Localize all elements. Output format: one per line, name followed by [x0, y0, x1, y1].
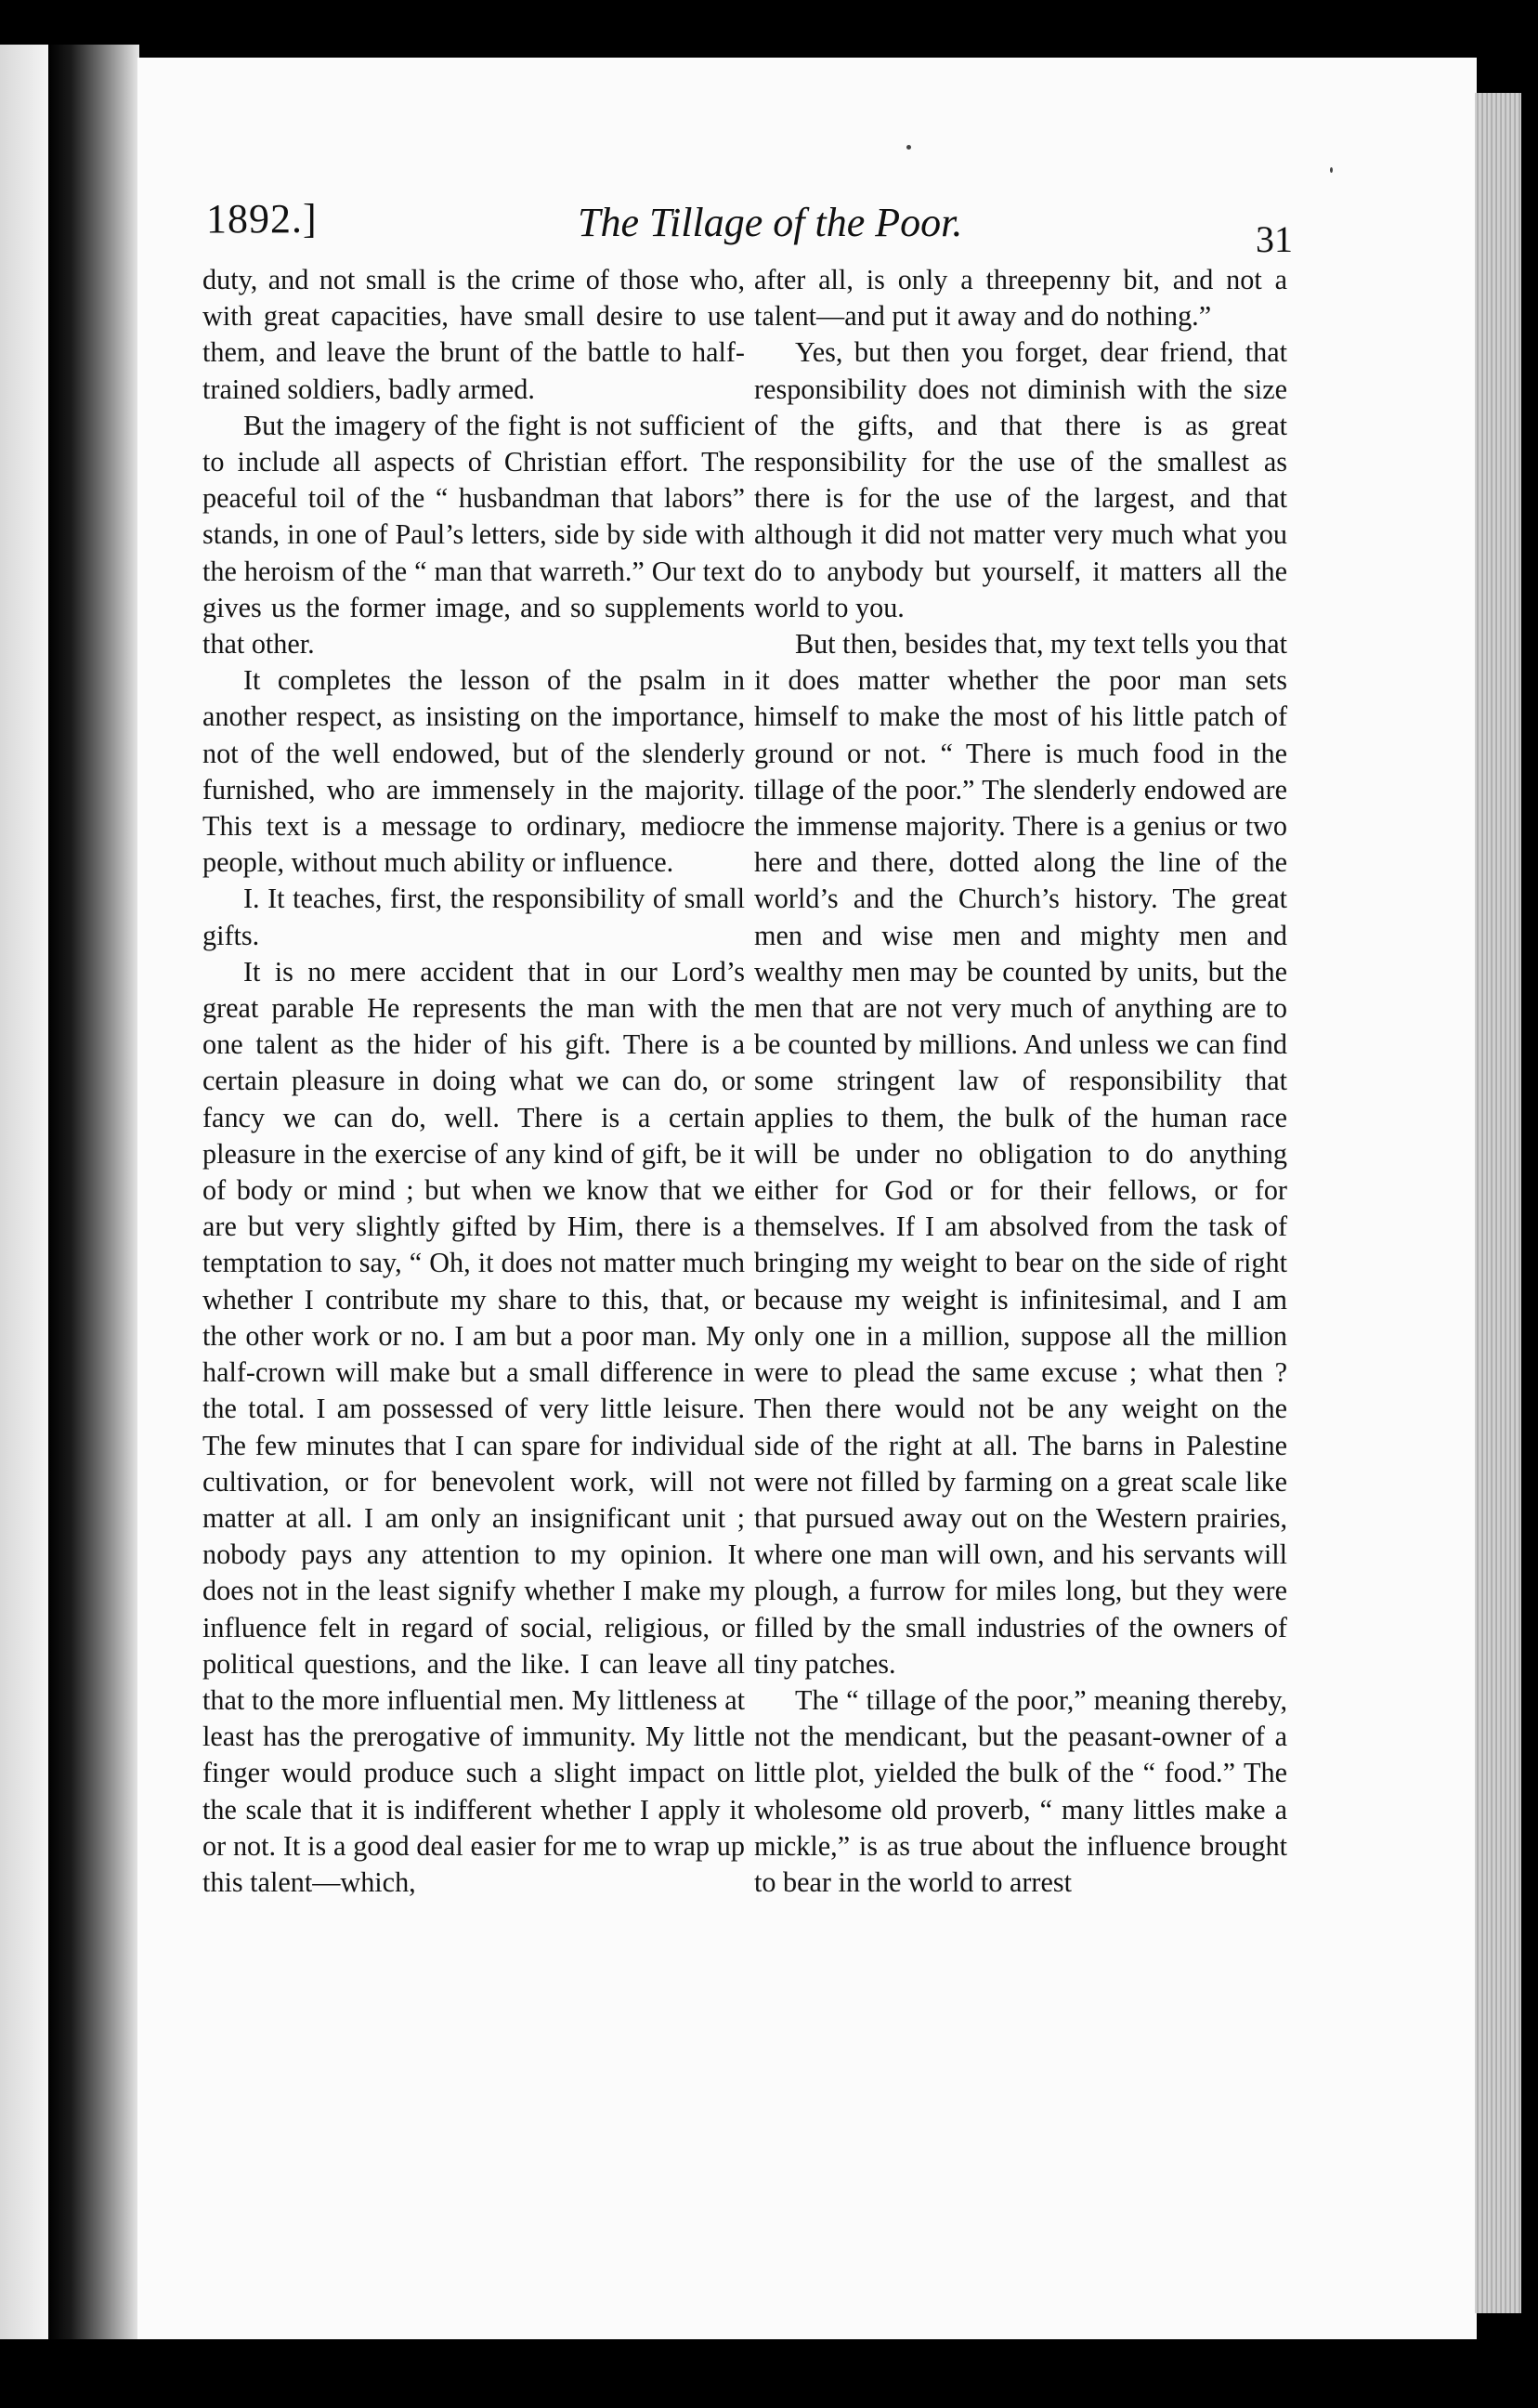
paragraph: duty, and not small is the crime of those who, with great capacities, have small desire to use them, and leave the brunt of the battle to half-trained soldiers, badly armed. [202, 264, 745, 405]
page-number: 31 [1256, 218, 1293, 260]
paragraph: But the imagery of the fight is not sufficient to include all aspects of Christian effort. The peaceful toil of the “ husbandman that labors” stands, in one of Paul’s letters, side by side with the heroism of the “ man that warreth.” Our text gives us the former image, and so supplements that other. [202, 409, 745, 661]
previous-page-edge [0, 45, 48, 2339]
left-text-column [202, 262, 745, 1901]
page-fore-edge [1475, 93, 1521, 2313]
paragraph: after all, is only a threepenny bit, and not a talent—and put it away and do nothing.” [754, 264, 1287, 333]
paragraph: I. It teaches, first, the responsibility of small gifts. [202, 883, 745, 951]
paragraph: The “ tillage of the poor,” meaning thereby, not the mendicant, but the peasant-owner of a little plot, yielded the bulk of the “ food.” The wholesome old proverb, “ many littles make a mickle,” is as true about the influence brought to bear in the world to arrest [754, 1683, 1287, 1898]
speck-mark [906, 145, 911, 150]
book-gutter-shadow [48, 45, 139, 2339]
paragraph: But then, besides that, my text tells you that it does matter whether the poor man sets himself to make the most of his little patch of ground or not. “ There is much food in the tillage of the poor.” The slenderly endowed are the immense majority. There is a genius or two here and there, dotted along the line of the world’s and the Church’s history. The great men and wise men and mighty men and wealthy men may be counted by units, but the men that are not very much of anything are to be counted by millions. And unless we can find some stringent law of responsibility that applies to them, the bulk of the human race will be under no obligation to do anything either for God or for their fellows, or for themselves. If I am absolved from the task of bringing my weight to bear on the side of right because my weight is infinitesimal, and I am only one in a million, suppose all the million were to plead the same excuse ; what then ? Then there would not be any weight on the side of the right at all. The barns in Palestine were not filled by farming on a great scale like that pursued away out on the Western prairies, where one man will own, and his servants will plough, a furrow for miles long, but they were filled by the small industries of the owners of tiny patches. [754, 628, 1287, 1680]
paragraph: It completes the lesson of the psalm in another respect, as insisting on the importance, not of the well endowed, but of the slenderly furnished, who are immensely in the majority. This text is a message to ordinary, mediocre people, without much ability or influence. [202, 664, 745, 879]
header-running-title: The Tillage of the Poor. [578, 200, 963, 245]
paragraph: Yes, but then you forget, dear friend, that responsibility does not diminish with the size of the gifts, and that there is as great responsibility for the use of the smallest as there is for the use of the largest, and that although it did not matter very much what you do to anybody but yourself, it matters all the world to you. [754, 336, 1287, 623]
paragraph: It is no mere accident that in our Lord’s great parable He represents the man with the one talent as the hider of his gift. There is a certain pleasure in doing what we can do, or fancy we can do, well. There is a certain pleasure in the exercise of any kind of gift, be it of body or mind ; but when we know that we are but very slightly gifted by Him, there is a temptation to say, “ Oh, it does not matter much whether I contribute my share to this, that, or the other work or no. I am but a poor man. My half-crown will make but a small difference in the total. I am possessed of very little leisure. The few minutes that I can spare for individual cultivation, or for benevolent work, will not matter at all. I am only an insignificant unit ; nobody pays any attention to my opinion. It does not in the least signify whether I make my influence felt in regard of social, religious, or political questions, and the like. I can leave all that to the more influential men. My littleness at least has the prerogative of immunity. My little finger would produce such a slight impact on the scale that it is indifferent whether I apply it or not. It is a good deal easier for me to wrap up this talent—which, [202, 955, 745, 1898]
speck-mark [1330, 167, 1333, 173]
running-header [0, 195, 1538, 260]
right-text-column [754, 262, 1287, 1901]
header-year: 1892.] [206, 196, 318, 242]
